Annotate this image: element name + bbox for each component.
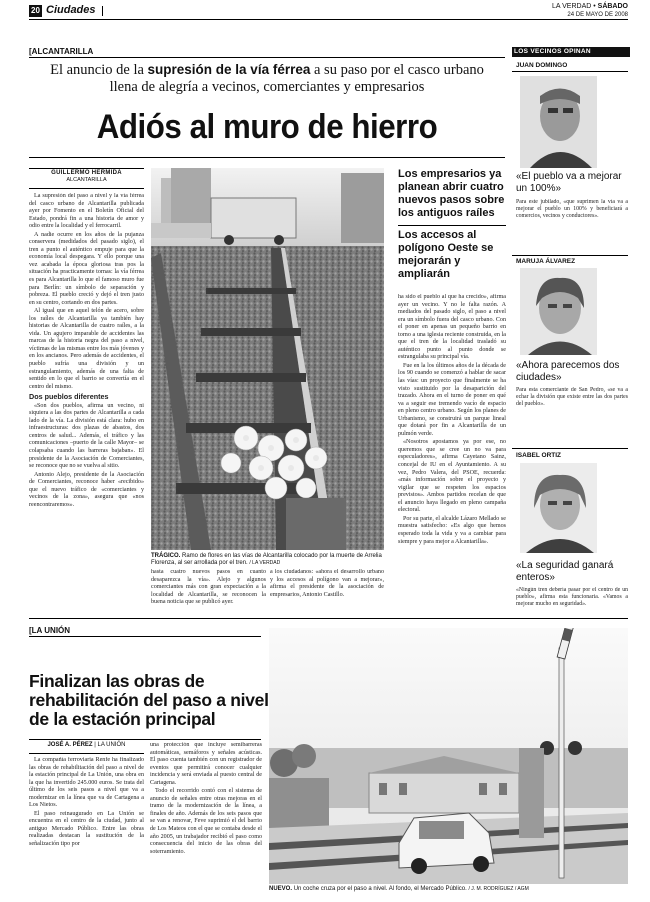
byline-author: GUILLERMO HERMIDA (51, 170, 122, 176)
pull-quote-2: Los accesos al polígono Oeste se mejorarán y ampliarán (398, 229, 494, 280)
paragraph: La compañía ferroviaria Renfe ha finalizado las obras de rehabilitación del paso a nivel de la estación principal de La Unión, una obra en la que ha invertido 245.000 euros. Se trata del último de los seis pasos a nivel que va a modernizar en la línea que va de Cartagena a Los Nietos. (29, 757, 144, 809)
headline-line: de la estación principal (29, 709, 216, 729)
subhead-bold: supresión de la vía férrea (147, 62, 311, 77)
paragraph: ha sido el pueblo al que ha crecido», afirma ayer un vecino. Y no le falta razón. A mediados del pasado siglo, el paso a nivel era un símbolo fuera del casco urbano. Con el poner en apenas un pequeño barrio en torno a una iglesia reciente construida, en la que el tren de la localidad trasladó su auténtico punto al punto donde se estrangulaba su principal vía. (398, 294, 506, 361)
photo-caption (151, 553, 384, 567)
subhead-text-2: a su paso por el casco urbano (310, 62, 484, 78)
issue-date: 24 DE MAYO DE 2008 (567, 12, 628, 18)
pull-quote-1: Los empresarios ya planean abrir cuatro nuevos pasos sobre los antiguos raíles (398, 168, 505, 219)
tag-text: LA UNIÓN (31, 626, 71, 635)
photo-credit: / LA VERDAD (249, 560, 281, 566)
paragraph: hasta cuatro nuevos pasos en cuanto desaparezca la vía». Alejo y algunos comerciantes más con gran expectación a la localidad de Alcantarilla, se reconocen la buena noticia que se publicó ayer. (151, 569, 266, 605)
photo-caption-2 (269, 886, 628, 893)
subheadline-line-2: llena de alegría a vecinos, comerciantes y empresarios (109, 79, 425, 95)
caption-label: TRÁGICO. (151, 553, 181, 559)
article-column-2 (151, 569, 266, 605)
photo-flowers-on-tracks (151, 168, 384, 550)
paragraph: «Nosotros apostamos ya por ese, no queremos que se cree un no va para especuladores», afirma Cayetano Sainz, concejal de IU en el Ayuntamiento. A su vez, Pedro Valera, del PSOE, recuerda: «más información sobre el proyecto y vigilar que se respeten los espacios previstos». Ambos partidos recelan de que el anuncio haya llegado en pleno campaña electoral. (398, 439, 506, 514)
article-column-2b (270, 569, 384, 605)
paragraph: Por su parte, el alcalde Lázaro Mellado se muestra satisfecho: «Es algo que hemos esperado toda la vida y va a cambiar para siempre y para mejor a Alcantarilla». (398, 515, 506, 545)
byline-rule-2 (29, 188, 144, 189)
portrait-image (520, 463, 597, 553)
section-separator (29, 618, 628, 619)
paragraph: a los ciudadanos: «ahora el desarrollo urbano y los accesos al polígono van a mejorar», afirma el presidente de la asociación de empresarios, Antonio Castillo. (270, 569, 384, 598)
byline-rule-4 (29, 753, 144, 754)
caption-text: Ramo de flores en las vías de Alcantarilla colocado por la muerte de Arrelia Florenza, al ser arrollada por el tren. (151, 553, 382, 566)
article-tag-2: [LA UNIÓN (29, 626, 71, 635)
byline-place: ALCANTARILLA (66, 177, 107, 183)
article-headline: Adiós al muro de hierro (96, 108, 438, 146)
byline (29, 170, 144, 183)
paragraph: La supresión del paso a nivel y la vía férrea del casco urbano de Alcantarilla publicada ayer por Fomento en el Boletín Oficial del Estado, pondrá fin a una historia de amor y odio entre la localidad y el ferrocarril. (29, 193, 144, 230)
sidebar-quote-1: «El pueblo va a mejorar un 100%» (516, 171, 622, 194)
subhead-text-1: El anuncio de la (50, 62, 148, 78)
paragraph: Al igual que en aquel telón de acero, sobre los raíles de Alcantarilla ya también hay historias de Alcantarilla de cuatro raíles, a la vida. Un agujero imparable de accidentes las marcas de la historia negra del paso a nivel, víctimas de las mismas entre los más jóvenes y en los ancianos. Pero además de accidentes, el pueblo sufría una división y un estrangulamiento, además de una falta de sentido en lo que el barrio se convertía en el centro del mismo. (29, 308, 144, 390)
sidebar-rule (512, 255, 628, 256)
intertitle: Dos pueblos diferentes (29, 392, 109, 402)
sidebar-text-2: Para esta comerciante de San Pedro, «se va a echar la división que existe entre las dos partes del pueblo». (516, 387, 628, 407)
newspaper-name: LA VERDAD • SÁBADO (552, 3, 628, 10)
paragraph: Antonio Alejo, presidente de la Asociación de Comerciantes, reconoce haber «recibido» que el nuevo tráfico de «comerciantes y vecinos de la zona», asegura que «nos reencontraremos». (29, 471, 144, 508)
paragraph: una protección que incluye semibarreras automáticas, semáforos y señales acústicas. El paso cuenta también con un registrador de eventos que permitirá conocer cualquier incidencia y será enviada al puesto central de Cartagena. (150, 742, 262, 786)
newspaper-title: LA VERDAD (552, 3, 592, 10)
sidebar-person-name: ISABEL ORTIZ (516, 452, 562, 459)
sidebar-title: LOS VECINOS OPINAN (514, 48, 591, 55)
crossing-image (269, 628, 628, 884)
article-subheadline (29, 61, 505, 96)
caption-label: NUEVO. (269, 886, 293, 892)
byline-2 (29, 742, 144, 748)
article-column-3 (398, 294, 506, 605)
headline-line: Finalizan las obras de (29, 671, 205, 691)
sidebar-quote-3: «La seguridad ganará enteros» (516, 560, 614, 583)
article2-column-1 (29, 757, 144, 894)
article-tag: [ALCANTARILLA (29, 47, 94, 56)
header-rule (29, 19, 628, 20)
photo-credit: / J. M. RODRÍGUEZ / AGM (468, 886, 529, 892)
sidebar-person-name: JUAN DOMINGO (516, 62, 568, 69)
sidebar-title-bar (512, 47, 630, 57)
sidebar-rule (512, 71, 628, 72)
byline-rule-1 (29, 168, 144, 169)
portrait-image (520, 268, 597, 355)
tracks-image (151, 168, 384, 550)
page-number-box (29, 5, 42, 17)
subheadline-line-1 (29, 61, 505, 79)
byline-separator: | (94, 742, 98, 748)
sidebar-quote-2: «Ahora parecemos dos ciudades» (516, 360, 620, 383)
sidebar-rule (512, 448, 628, 449)
tag-rule (29, 57, 505, 58)
portrait-image (520, 76, 597, 168)
tag-rule-2 (29, 636, 261, 637)
header-divider-tick (102, 6, 103, 16)
paragraph: «Son dos pueblos, afirma un vecino, ni siquiera a las dos partes de Alcantarilla a cada lado de la vía. La división está clara: hubo en infraestructuras: dos plazas de abastos, dos centros de salud... Además, el tráfico y las comunicaciones –puerto de la calle Mayor– se colapsaba cuando las barreras bajaban». El presidente de la Asociación de Comerciantes, se reconoce que no se vuelva al sitio. (29, 402, 144, 470)
paragraph: A nadie ocurre en los años de la pujanza conservera (medidados del pasado siglo), el tren a punto el auténtico empuje para que la economía local despegara. Y ello porque una vez acabada la época gloriosa tras pos la situación ha practicamente tornas: la vía férrea es para Alcantarilla lo que el famoso muro fue para Berlín: un símbolo de separación y pobreza. El pueblo creció y dejó el tren justo en su centro, cortando en dos partes. (29, 231, 144, 306)
paragraph: Fue en la los últimos años de la década de los 90 cuando se comenzó a hablar de sacar las vías: un proyecto que finalmente se ha visto sustituido por la desaparición del trazado. Ahora en el turno de poner en qué va a seguir ese tremendo vacío de espacio en pleno centro urbano. Según los planes de Urbanismo, se construirá un parque lineal que dotará por fin a Alcantarilla de un pulmón verde. (398, 362, 506, 437)
sidebar-person-name: MARUJA ÁLVAREZ (516, 258, 576, 265)
portrait-juan-domingo (520, 76, 597, 168)
sidebar-text-1: Para este jubilado, «que suprimen la vía va a mejorar el pueblo un 100% y beneficiará a comercios, vecinos y conductores». (516, 199, 628, 219)
portrait-isabel-ortiz (520, 463, 597, 553)
photo-level-crossing (269, 628, 628, 884)
paragraph: Todo el recorrido contó con el sistema de anuncio de señales entre otras mejoras en el tramo de la modernización de la línea, a finales de año. Además de los seis pasos que se van a renovar, Feve suprimió el del barrio de Los Mateos con el que se contaba desde el año 2005, un trabajador recibió el paso como consecuencia del inicio de las obras del soterramiento. (150, 788, 262, 855)
tag-text: ALCANTARILLA (31, 47, 94, 56)
pull-quote-divider (398, 225, 506, 226)
byline-author: JOSÉ A. PÉREZ (47, 742, 93, 748)
page-number: 20 (31, 6, 40, 15)
portrait-maruja-alvarez (520, 268, 597, 355)
section-name: Ciudades (46, 4, 96, 16)
sidebar-text-3: «Ningún tren debería pasar por el centro de un pueblo», afirma esta funcionaria. «Vamos a mejorar mucho en seguridad». (516, 587, 628, 607)
article2-headline (29, 672, 269, 729)
article-column-1 (29, 193, 144, 605)
byline-place: LA UNIÓN (97, 742, 126, 748)
article2-column-2 (150, 742, 262, 894)
headline-rule (29, 157, 505, 158)
paragraph: El paso reinaugurado en La Unión se encuentra en el centro de la ciudad, junto al antiguo Mercado Público. Entre las obras realizadas destacan la sustitución de la señalización tipo por (29, 810, 144, 848)
caption-text: Un coche cruza por el paso a nivel. Al fondo, el Mercado Público. (293, 886, 467, 892)
byline-rule-3 (29, 739, 261, 740)
headline-line: rehabilitación del paso a nivel (29, 690, 269, 710)
weekday: SÁBADO (597, 3, 628, 10)
